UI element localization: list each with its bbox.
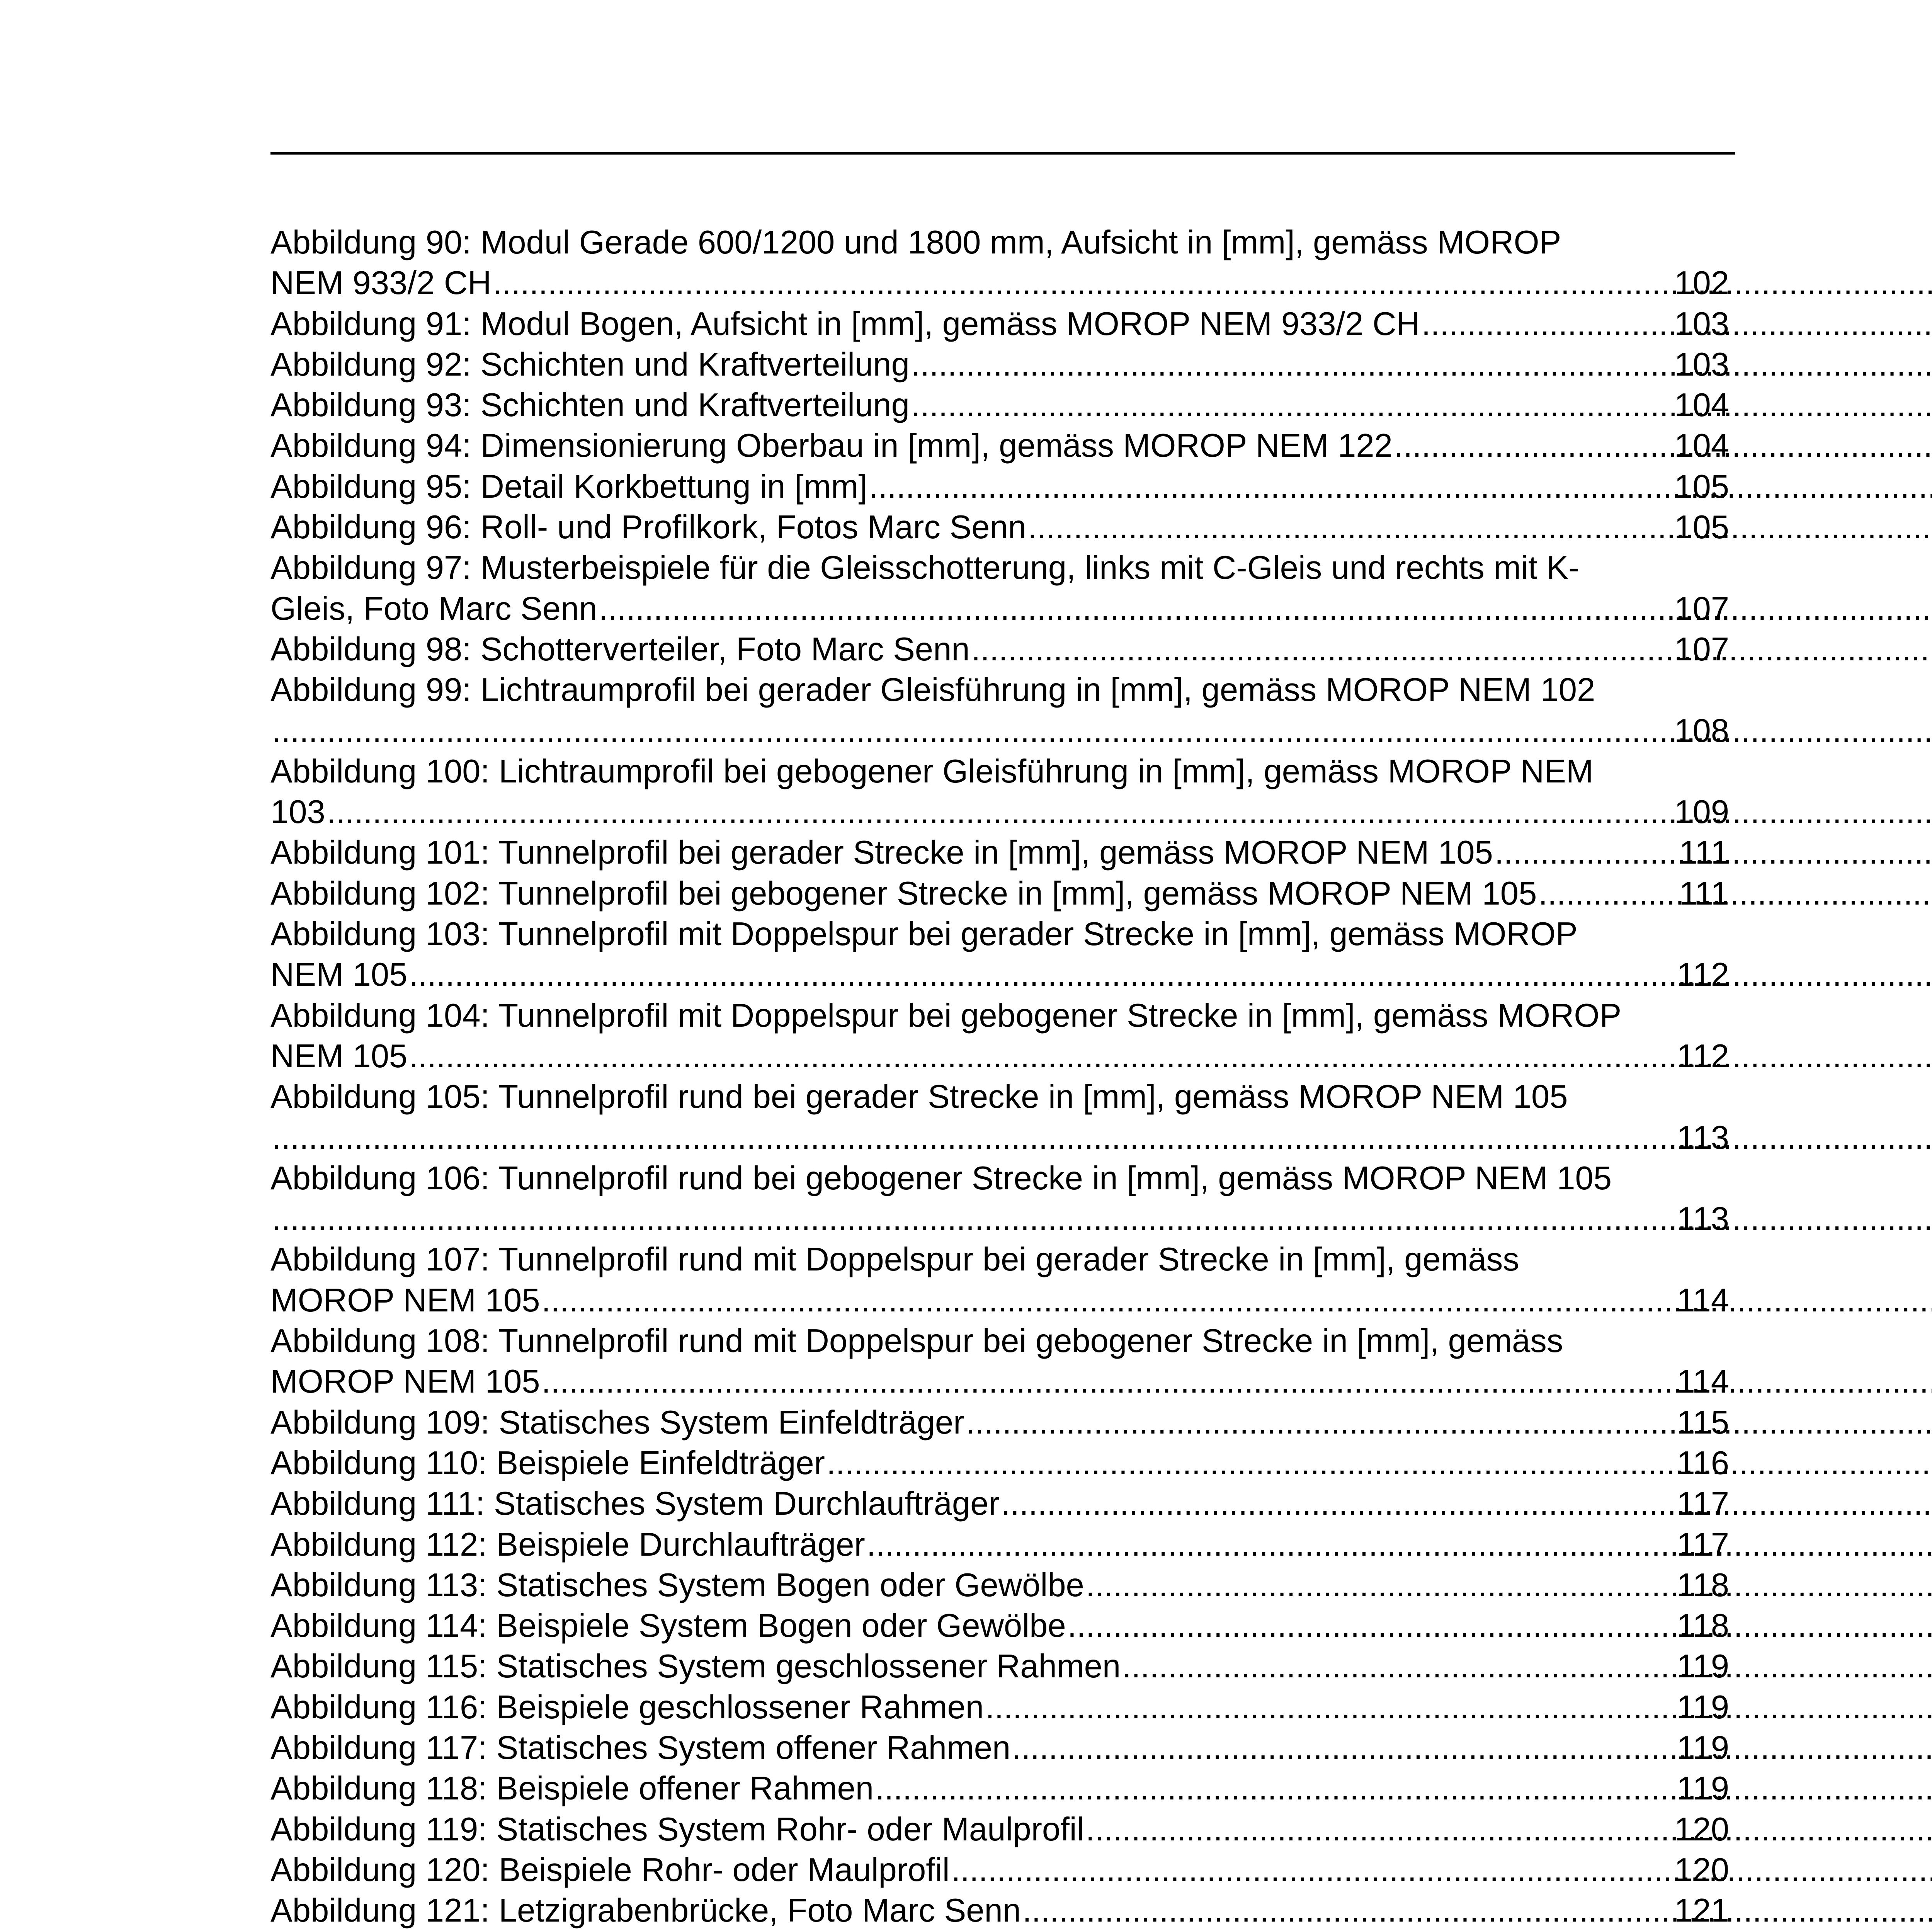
toc-entry[interactable] [270,1728,1729,1768]
page-number: 112 [1677,1037,1729,1075]
toc-entry-line [270,1565,1729,1605]
toc-entry[interactable] [270,1239,1729,1321]
dot-leader [1066,1605,1675,1646]
toc-entry-title: Abbildung 101: Tunnelprofil bei gerader Strecke in [mm], gemäss MOROP NEM 105 [270,834,1493,871]
toc-entry-line [270,1361,1729,1402]
toc-entry[interactable] [270,222,1729,304]
dot-leader [270,711,1673,751]
toc-entry-title-line: Abbildung 104: Tunnelprofil mit Doppelspur bei gebogener Strecke in [mm], gemäss MOROP [270,997,1622,1034]
page-number: 111 [1679,834,1729,871]
toc-entry[interactable] [270,629,1729,670]
dot-leader [970,629,1673,670]
page-number: 113 [1677,1201,1729,1238]
toc-entry[interactable] [270,1077,1729,1158]
page-number: 103 [1674,346,1729,383]
toc-entry-title: Abbildung 111: Statisches System Durchlaufträger [270,1485,1000,1522]
toc-entry-line [270,1646,1729,1687]
toc-entry-title: Abbildung 109: Statisches System Einfeldträger [270,1404,964,1441]
page-number: 108 [1674,712,1729,749]
toc-entry-title: Abbildung 117: Statisches System offener Rahmen [270,1729,1011,1766]
toc-entry-title: Gleis, Foto Marc Senn [270,590,597,627]
toc-entry-title: Abbildung 92: Schichten und Kraftverteilung [270,346,910,383]
dot-leader [1420,304,1673,344]
toc-entry-line [270,792,1729,832]
page-number: 107 [1674,590,1729,627]
toc-entry-line [270,711,1729,751]
dot-leader [1493,832,1678,873]
toc-entry-title: Abbildung 95: Detail Korkbettung in [mm] [270,468,868,505]
toc-entry-line [270,629,1729,670]
dot-leader [270,1117,1675,1158]
toc-entry[interactable] [270,995,1729,1077]
dot-leader [407,1036,1675,1077]
toc-entry[interactable] [270,304,1729,344]
toc-entry[interactable] [270,1809,1729,1850]
toc-entry-line [270,954,1729,995]
toc-entry-title-line: Abbildung 99: Lichtraumprofil bei gerader Gleisführung in [mm], gemäss MOROP NEM 102 [270,672,1595,709]
page-number: 121 [1674,1892,1729,1929]
toc-entry-title-line: Abbildung 97: Musterbeispiele für die Gleisschotterung, links mit C-Gleis und rechts mit K- [270,549,1580,587]
toc-entry-line [270,507,1729,548]
page-number: 119 [1677,1648,1729,1685]
toc-entry[interactable] [270,1687,1729,1728]
page-number: 119 [1677,1770,1729,1807]
dot-leader [1393,425,1673,466]
toc-entry-line [270,832,1729,873]
dot-leader [865,1524,1675,1565]
dot-leader [597,588,1673,629]
toc-entry-title: Abbildung 94: Dimensionierung Oberbau in [mm], gemäss MOROP NEM 122 [270,427,1393,464]
toc-entry-title: Abbildung 110: Beispiele Einfeldträger [270,1444,825,1481]
dot-leader [1010,1728,1675,1768]
list-of-figures [270,222,1729,1932]
toc-entry-title: MOROP NEM 105 [270,1363,540,1400]
page-number: 102 [1674,265,1729,302]
toc-entry-line [270,1036,1729,1077]
page-number: 117 [1677,1526,1729,1563]
toc-entry-title: Abbildung 112: Beispiele Durchlaufträger [270,1526,865,1563]
toc-entry-title: Abbildung 102: Tunnelprofil bei gebogener Strecke in [mm], gemäss MOROP NEM 105 [270,875,1537,912]
page-number: 118 [1677,1607,1729,1645]
page-number: 114 [1677,1282,1729,1319]
page-number: 116 [1677,1444,1729,1481]
header-rule [270,152,1735,155]
page-number: 115 [1677,1404,1729,1441]
toc-entry-line [270,344,1729,385]
toc-entry-line [270,1809,1729,1850]
toc-entry-line [270,1402,1729,1443]
toc-entry-title: Abbildung 91: Modul Bogen, Aufsicht in [mm], gemäss MOROP NEM 933/2 CH [270,305,1420,342]
dot-leader [984,1687,1675,1728]
toc-entry[interactable] [270,1483,1729,1524]
page-number: 104 [1674,387,1729,424]
toc-entry[interactable] [270,385,1729,425]
toc-entry[interactable] [270,1443,1729,1483]
dot-leader [1026,507,1673,548]
page-number: 104 [1674,427,1729,464]
toc-entry-line [270,1850,1729,1890]
dot-leader [540,1280,1675,1321]
toc-entry-title: Abbildung 114: Beispiele System Bogen oder Gewölbe [270,1607,1066,1645]
dot-leader [325,792,1673,832]
toc-entry-title-line: Abbildung 103: Tunnelprofil mit Doppelspur bei gerader Strecke in [mm], gemäss MOROP [270,916,1578,953]
toc-entry-title-line: Abbildung 106: Tunnelprofil rund bei gebogener Strecke in [mm], gemäss MOROP NEM 105 [270,1160,1612,1197]
dot-leader [270,1199,1675,1239]
dot-leader [867,466,1673,507]
page-number: 109 [1674,794,1729,831]
toc-entry-title-line: Abbildung 105: Tunnelprofil rund bei gerader Strecke in [mm], gemäss MOROP NEM 105 [270,1078,1568,1116]
toc-entry-title-line: Abbildung 108: Tunnelprofil rund mit Doppelspur bei gebogener Strecke in [mm], gemäss [270,1323,1563,1360]
toc-entry[interactable] [270,425,1729,466]
toc-entry-title: Abbildung 113: Statisches System Bogen oder Gewölbe [270,1566,1084,1604]
toc-entry[interactable] [270,751,1729,833]
toc-entry[interactable] [270,914,1729,995]
toc-entry[interactable] [270,1890,1729,1931]
dot-leader [1021,1890,1673,1931]
toc-entry-line [270,1443,1729,1483]
toc-entry-title: Abbildung 93: Schichten und Kraftverteilung [270,387,910,424]
dot-leader [825,1443,1675,1483]
dot-leader [1000,1483,1675,1524]
toc-entry-line [270,466,1729,507]
toc-entry-title: Abbildung 98: Schotterverteiler, Foto Marc Senn [270,631,970,668]
page-number: 113 [1677,1119,1729,1156]
toc-entry[interactable] [270,344,1729,385]
toc-entry-line [270,1890,1729,1931]
toc-entry-title: Abbildung 119: Statisches System Rohr- oder Maulprofil [270,1811,1084,1848]
toc-entry-line [270,873,1729,914]
toc-entry-line [270,425,1729,466]
dot-leader [540,1361,1675,1402]
page-number: 117 [1677,1485,1729,1522]
toc-entry-line [270,588,1729,629]
toc-entry[interactable] [270,1850,1729,1890]
toc-entry[interactable] [270,507,1729,548]
toc-entry[interactable] [270,1321,1729,1402]
toc-entry[interactable] [270,1605,1729,1646]
page-number: 111 [1679,875,1729,912]
toc-entry[interactable] [270,466,1729,507]
toc-entry-line [270,1768,1729,1809]
toc-entry-title-line: Abbildung 100: Lichtraumprofil bei gebogener Gleisführung in [mm], gemäss MOROP NEM [270,753,1594,790]
toc-entry-title: NEM 105 [270,1037,408,1075]
dot-leader [1084,1565,1675,1605]
toc-entry-title: Abbildung 115: Statisches System geschlossener Rahmen [270,1648,1121,1685]
page-number: 112 [1677,956,1729,993]
page-number: 120 [1674,1811,1729,1848]
toc-entry-line [270,1483,1729,1524]
toc-entry[interactable] [270,1158,1729,1240]
toc-entry[interactable] [270,1524,1729,1565]
toc-entry-title: NEM 105 [270,956,408,993]
page-number: 114 [1677,1363,1729,1400]
dot-leader [1537,873,1677,914]
dot-leader [964,1402,1675,1443]
toc-entry-line [270,304,1729,344]
toc-entry[interactable] [270,1402,1729,1443]
toc-entry-title: Abbildung 121: Letzigrabenbrücke, Foto Marc Senn [270,1892,1021,1929]
toc-entry-line [270,385,1729,425]
dot-leader [950,1850,1673,1890]
page-number: 103 [1674,305,1729,342]
dot-leader [1084,1809,1673,1850]
toc-entry-title-line: Abbildung 107: Tunnelprofil rund mit Doppelspur bei gerader Strecke in [mm], gemäss [270,1241,1519,1278]
page-number: 105 [1674,509,1729,546]
toc-entry-line [270,1524,1729,1565]
dot-leader [1121,1646,1675,1687]
toc-entry-line [270,1199,1729,1239]
page-number: 119 [1677,1689,1729,1726]
toc-entry-title: NEM 933/2 CH [270,265,492,302]
page-number: 120 [1674,1851,1729,1888]
page-number: 119 [1677,1729,1729,1766]
toc-entry[interactable] [270,548,1729,629]
dot-leader [407,954,1675,995]
page-number: 105 [1674,468,1729,505]
dot-leader [910,344,1673,385]
toc-entry-title: Abbildung 118: Beispiele offener Rahmen [270,1770,874,1807]
dot-leader [492,263,1673,303]
toc-entry-line [270,1117,1729,1158]
page-number: 107 [1674,631,1729,668]
toc-entry[interactable] [270,670,1729,751]
toc-entry[interactable] [270,1565,1729,1605]
dot-leader [910,385,1673,425]
toc-entry-line [270,263,1729,303]
toc-entry-title: Abbildung 116: Beispiele geschlossener Rahmen [270,1689,984,1726]
dot-leader [874,1768,1675,1809]
toc-entry-title: 103 [270,794,325,831]
toc-entry-title-line: Abbildung 90: Modul Gerade 600/1200 und 1800 mm, Aufsicht in [mm], gemäss MOROP [270,224,1561,261]
toc-entry[interactable] [270,1768,1729,1809]
toc-entry-title: Abbildung 96: Roll- und Profilkork, Fotos Marc Senn [270,509,1026,546]
toc-entry-title: MOROP NEM 105 [270,1282,540,1319]
toc-entry-title: Abbildung 120: Beispiele Rohr- oder Maulprofil [270,1851,950,1888]
toc-entry[interactable] [270,873,1729,914]
toc-entry[interactable] [270,832,1729,873]
page-number: 118 [1677,1566,1729,1604]
toc-entry-line [270,1728,1729,1768]
toc-entry-line [270,1687,1729,1728]
toc-entry[interactable] [270,1646,1729,1687]
toc-entry-line [270,1280,1729,1321]
toc-entry-line [270,1605,1729,1646]
